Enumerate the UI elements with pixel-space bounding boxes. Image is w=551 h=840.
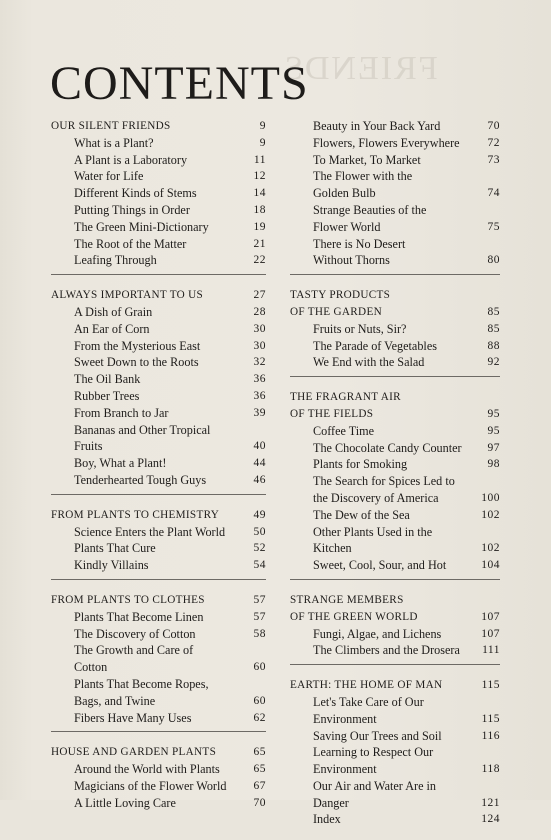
contents-entry (51, 626, 266, 643)
page-number: 73 (487, 153, 500, 166)
contents-section (290, 287, 500, 377)
page-number: 65 (253, 763, 266, 776)
contents-entry (51, 168, 266, 185)
page-number: 100 (481, 491, 500, 504)
section-heading-row (51, 592, 266, 609)
entry-title (51, 202, 242, 219)
entry-title (51, 557, 242, 574)
entry-title-line: Magicians of the Flower World (74, 778, 227, 793)
entry-title (51, 219, 242, 236)
contents-entry (51, 524, 266, 541)
entry-title-line2: Environment (313, 711, 377, 726)
entry-title-line: Learning to Respect Our (313, 745, 434, 760)
entry-title-line: The Chocolate Candy Counter (313, 440, 462, 455)
entry-title (290, 642, 476, 659)
entry-title-line: The Parade of Vegetables (313, 338, 437, 353)
page-number: 57 (253, 593, 266, 606)
entry-title (51, 795, 242, 812)
entry-title (290, 778, 476, 812)
entry-title (290, 321, 476, 338)
page-number: 65 (253, 746, 266, 759)
entry-title-line: Other Plants Used in the (313, 524, 433, 539)
entry-title (51, 455, 242, 472)
entry-title (51, 185, 242, 202)
contents-entry (290, 152, 500, 169)
contents-entry (51, 778, 266, 795)
section-heading-row (51, 118, 266, 135)
entry-title-line: Rubber Trees (74, 388, 140, 403)
section-heading: OUR SILENT FRIENDS (51, 120, 171, 132)
entry-title-line: Sweet Down to the Roots (74, 355, 199, 370)
page-number: 11 (253, 153, 266, 166)
section-divider (290, 664, 500, 665)
contents-entry (290, 202, 500, 236)
page-number: 39 (253, 406, 266, 419)
section-heading-row (290, 304, 500, 321)
entry-title (51, 626, 242, 643)
entry-title-line: Index (313, 812, 341, 827)
contents-entry (290, 728, 500, 745)
page-number: 12 (253, 170, 266, 183)
contents-section (290, 677, 500, 828)
entry-title-line: Water for Life (74, 169, 144, 184)
section-divider (51, 494, 266, 495)
contents-entry (51, 252, 266, 269)
contents-entry (51, 354, 266, 371)
page-number: 22 (253, 254, 266, 267)
contents-entry (51, 202, 266, 219)
entry-title-line: An Ear of Corn (74, 321, 150, 336)
contents-entry (290, 236, 500, 270)
contents-entry (290, 642, 500, 659)
section-heading-line2: OF THE FIELDS (290, 407, 374, 420)
entry-title (290, 354, 476, 371)
entry-title (51, 304, 242, 321)
entry-title-line: The Oil Bank (74, 372, 141, 387)
entry-title-line: Sweet, Cool, Sour, and Hot (313, 558, 447, 573)
entry-title (290, 473, 476, 507)
section-heading-row (290, 677, 500, 694)
page-title: CONTENTS (50, 57, 309, 110)
contents-entry (51, 338, 266, 355)
page-number: 116 (481, 729, 500, 742)
contents-entry (51, 405, 266, 422)
page-number: 124 (481, 813, 500, 826)
contents-entry (290, 626, 500, 643)
section-heading: THE FRAGRANT AIR (290, 391, 401, 404)
entry-title-line: Fungi, Algae, and Lichens (313, 626, 442, 641)
entry-title-line: The Green Mini-Dictionary (74, 219, 209, 234)
entry-title-line: Flowers, Flowers Everywhere (313, 135, 460, 150)
contents-section (290, 118, 500, 275)
entry-title (51, 236, 242, 253)
contents-entry (290, 744, 500, 778)
page-number: 95 (487, 424, 500, 437)
section-divider (51, 274, 266, 275)
page-number: 60 (253, 694, 266, 707)
entry-title (290, 440, 476, 457)
contents-entry (51, 388, 266, 405)
page-number: 54 (253, 559, 266, 572)
section-heading: FROM PLANTS TO CHEMISTRY (51, 508, 220, 521)
entry-title-line: The Discovery of Cotton (74, 626, 196, 641)
page-number: 88 (487, 339, 500, 352)
page-number: 115 (481, 712, 500, 725)
entry-title (290, 728, 476, 745)
page-number: 95 (487, 407, 500, 420)
entry-title (51, 642, 242, 676)
entry-title-line: The Flower with the (313, 169, 413, 184)
entry-title (51, 710, 242, 727)
section-heading-row (290, 609, 500, 626)
page-number: 46 (253, 473, 266, 486)
entry-title (51, 778, 242, 795)
entry-title (290, 626, 476, 643)
section-heading-row (290, 406, 500, 423)
contents-entry (290, 118, 500, 135)
entry-title (51, 371, 242, 388)
page-number: 72 (487, 136, 500, 149)
entry-title-line: Plants for Smoking (313, 457, 408, 472)
entry-title-line: Plants That Become Ropes, (74, 676, 209, 691)
contents-entry (290, 694, 500, 728)
page-number: 111 (482, 644, 500, 657)
entry-title-line: The Root of the Matter (74, 236, 187, 251)
contents-entry (51, 609, 266, 626)
entry-title-line: From Branch to Jar (74, 405, 169, 420)
entry-title (290, 202, 476, 236)
entry-title-line: A Plant is a Laboratory (74, 152, 188, 167)
entry-title-line: There is No Desert (313, 236, 406, 251)
contents-section (51, 744, 266, 811)
section-divider (290, 376, 500, 377)
contents-entry (51, 371, 266, 388)
contents-entry (290, 135, 500, 152)
entry-title-line2: Flower World (313, 219, 381, 234)
page-number: 40 (253, 440, 266, 453)
contents-column-right (290, 118, 500, 840)
section-heading-row (51, 507, 266, 524)
entry-title (51, 152, 242, 169)
entry-title-line: What is a Plant? (74, 135, 154, 150)
entry-title (51, 388, 242, 405)
contents-entry (51, 642, 266, 676)
page-number: 30 (253, 322, 266, 335)
page-number: 85 (487, 305, 500, 318)
entry-title-line2: Kitchen (313, 541, 352, 556)
entry-title (290, 236, 476, 270)
page-number: 49 (253, 508, 266, 521)
page-number: 57 (253, 610, 266, 623)
section-divider (290, 274, 500, 275)
entry-title (51, 540, 242, 557)
entry-title-line: Fruits or Nuts, Sir? (313, 321, 407, 336)
entry-title (51, 676, 242, 710)
contents-entry (51, 676, 266, 710)
contents-entry (51, 321, 266, 338)
page-number: 102 (481, 542, 500, 555)
contents-entry (290, 456, 500, 473)
entry-title-line: A Little Loving Care (74, 795, 176, 810)
page-number: 80 (487, 254, 500, 267)
entry-title (51, 524, 242, 541)
page-number: 21 (253, 237, 266, 250)
entry-title-line: A Dish of Grain (74, 304, 153, 319)
entry-title-line2: Bags, and Twine (74, 693, 156, 708)
contents-entry (290, 507, 500, 524)
contents-section (51, 118, 266, 275)
page-number: 28 (253, 305, 266, 318)
page-number: 52 (253, 542, 266, 555)
entry-title (290, 135, 476, 152)
section-divider (51, 731, 266, 732)
page-number: 9 (259, 136, 266, 149)
entry-title-line: Strange Beauties of the (313, 202, 427, 217)
page-number: 30 (253, 339, 266, 352)
contents-entry (290, 811, 500, 828)
section-heading: STRANGE MEMBERS (290, 593, 404, 606)
section-heading: TASTY PRODUCTS (290, 289, 391, 302)
section-heading: EARTH: THE HOME OF MAN (290, 679, 443, 692)
page-number: 19 (253, 220, 266, 233)
contents-entry (290, 524, 500, 558)
entry-title-line: Tenderhearted Tough Guys (74, 472, 207, 487)
entry-title-line2: Environment (313, 762, 377, 777)
entry-title (290, 744, 476, 778)
page-number: 74 (487, 187, 500, 200)
contents-entry (51, 219, 266, 236)
entry-title (290, 507, 476, 524)
entry-title (51, 252, 242, 269)
entry-title (51, 338, 242, 355)
page-number: 85 (487, 322, 500, 335)
page-number: 98 (487, 458, 500, 471)
entry-title (51, 761, 242, 778)
entry-title-line: The Search for Spices Led to (313, 474, 455, 489)
page-number: 36 (253, 389, 266, 402)
page-number: 115 (481, 679, 500, 692)
entry-title (290, 694, 476, 728)
entry-title (290, 557, 476, 574)
contents-entry (51, 455, 266, 472)
contents-entry (51, 710, 266, 727)
entry-title-line: The Growth and Care of (74, 643, 194, 658)
entry-title (51, 472, 242, 489)
entry-title-line: Bananas and Other Tropical (74, 422, 211, 437)
entry-title (290, 118, 476, 135)
entry-title-line: Plants That Become Linen (74, 609, 204, 624)
page-number: 121 (481, 796, 500, 809)
page-number: 118 (481, 763, 500, 776)
contents-entry (51, 185, 266, 202)
entry-title-line2: the Discovery of America (313, 490, 439, 505)
contents-column-left (51, 118, 266, 823)
contents-entry (290, 423, 500, 440)
entry-title-line: The Climbers and the Drosera (313, 643, 460, 658)
contents-entry (290, 321, 500, 338)
contents-entry (290, 338, 500, 355)
section-heading: FROM PLANTS TO CLOTHES (51, 593, 205, 606)
entry-title (51, 609, 242, 626)
entry-title-line: Boy, What a Plant! (74, 456, 167, 471)
contents-entry (290, 473, 500, 507)
entry-title-line: Different Kinds of Stems (74, 186, 197, 201)
entry-title (290, 456, 476, 473)
bleed-through-text: FRIENDS (282, 50, 438, 87)
entry-title-line: Plants That Cure (74, 541, 156, 556)
entry-title-line: Around the World with Plants (74, 762, 220, 777)
entry-title (290, 168, 476, 202)
entry-title-line: Leafing Through (74, 253, 157, 268)
entry-title-line: Putting Things in Order (74, 202, 190, 217)
page-number: 58 (253, 627, 266, 640)
page-number: 107 (481, 610, 500, 623)
section-heading: HOUSE AND GARDEN PLANTS (51, 746, 217, 759)
page-number: 44 (253, 457, 266, 470)
section-heading-line2: OF THE GARDEN (290, 305, 382, 318)
contents-entry (51, 304, 266, 321)
entry-title-line: From the Mysterious East (74, 338, 201, 353)
entry-title-line: Kindly Villains (74, 558, 149, 573)
entry-title-line: We End with the Salad (313, 355, 425, 370)
section-heading-row (51, 744, 266, 761)
entry-title (51, 168, 242, 185)
contents-entry (290, 557, 500, 574)
contents-entry (290, 354, 500, 371)
page-number: 67 (253, 779, 266, 792)
entry-title-line: Our Air and Water Are in (313, 778, 437, 793)
contents-entry (290, 168, 500, 202)
contents-entry (290, 778, 500, 812)
entry-title-line: Beauty in Your Back Yard (313, 119, 441, 133)
entry-title-line2: Without Thorns (313, 253, 390, 268)
page-number: 104 (481, 559, 500, 572)
page-number: 75 (487, 220, 500, 233)
page-number: 27 (253, 289, 266, 302)
contents-entry (51, 152, 266, 169)
entry-title (51, 321, 242, 338)
entry-title (51, 135, 242, 152)
contents-entry (290, 440, 500, 457)
entry-title (51, 405, 242, 422)
page-number: 36 (253, 373, 266, 386)
page-number: 102 (481, 508, 500, 521)
page-number: 70 (253, 796, 266, 809)
contents-section (290, 389, 500, 580)
contents-section (51, 592, 266, 732)
page-number: 18 (253, 203, 266, 216)
entry-title-line: Saving Our Trees and Soil (313, 728, 442, 743)
entry-title-line2: Fruits (74, 439, 103, 454)
page-number: 70 (487, 120, 500, 132)
page-number: 97 (487, 441, 500, 454)
entry-title-line2: Danger (313, 795, 349, 810)
entry-title (51, 422, 242, 456)
entry-title-line2: Cotton (74, 660, 108, 675)
contents-entry (51, 540, 266, 557)
page-number: 14 (253, 187, 266, 200)
contents-entry (51, 472, 266, 489)
entry-title-line2: Golden Bulb (313, 186, 376, 201)
entry-title-line: Fibers Have Many Uses (74, 710, 192, 725)
entry-title (51, 354, 242, 371)
entry-title-line: To Market, To Market (313, 152, 421, 167)
contents-section (51, 287, 266, 495)
section-divider (51, 579, 266, 580)
section-divider (290, 579, 500, 580)
section-heading-row (51, 287, 266, 304)
contents-entry (51, 236, 266, 253)
contents-section (290, 592, 500, 665)
page-number: 60 (253, 661, 266, 674)
entry-title-line: Let's Take Care of Our (313, 694, 424, 709)
entry-title (290, 338, 476, 355)
entry-title-line: Coffee Time (313, 423, 375, 438)
entry-title (290, 811, 476, 828)
page-number: 92 (487, 356, 500, 369)
entry-title (290, 152, 476, 169)
page-number: 9 (259, 120, 266, 132)
page-number: 50 (253, 525, 266, 538)
entry-title-line: Science Enters the Plant World (74, 524, 226, 539)
contents-entry (51, 422, 266, 456)
page-number: 107 (481, 627, 500, 640)
section-heading-line2: OF THE GREEN WORLD (290, 610, 418, 623)
page-number: 32 (253, 356, 266, 369)
page-number: 62 (253, 711, 266, 724)
contents-entry (51, 761, 266, 778)
entry-title (290, 524, 476, 558)
contents-entry (51, 135, 266, 152)
contents-entry (51, 795, 266, 812)
contents-section (51, 507, 266, 580)
entry-title (290, 423, 476, 440)
section-heading: ALWAYS IMPORTANT TO US (51, 289, 204, 302)
entry-title-line: The Dew of the Sea (313, 507, 410, 522)
contents-entry (51, 557, 266, 574)
